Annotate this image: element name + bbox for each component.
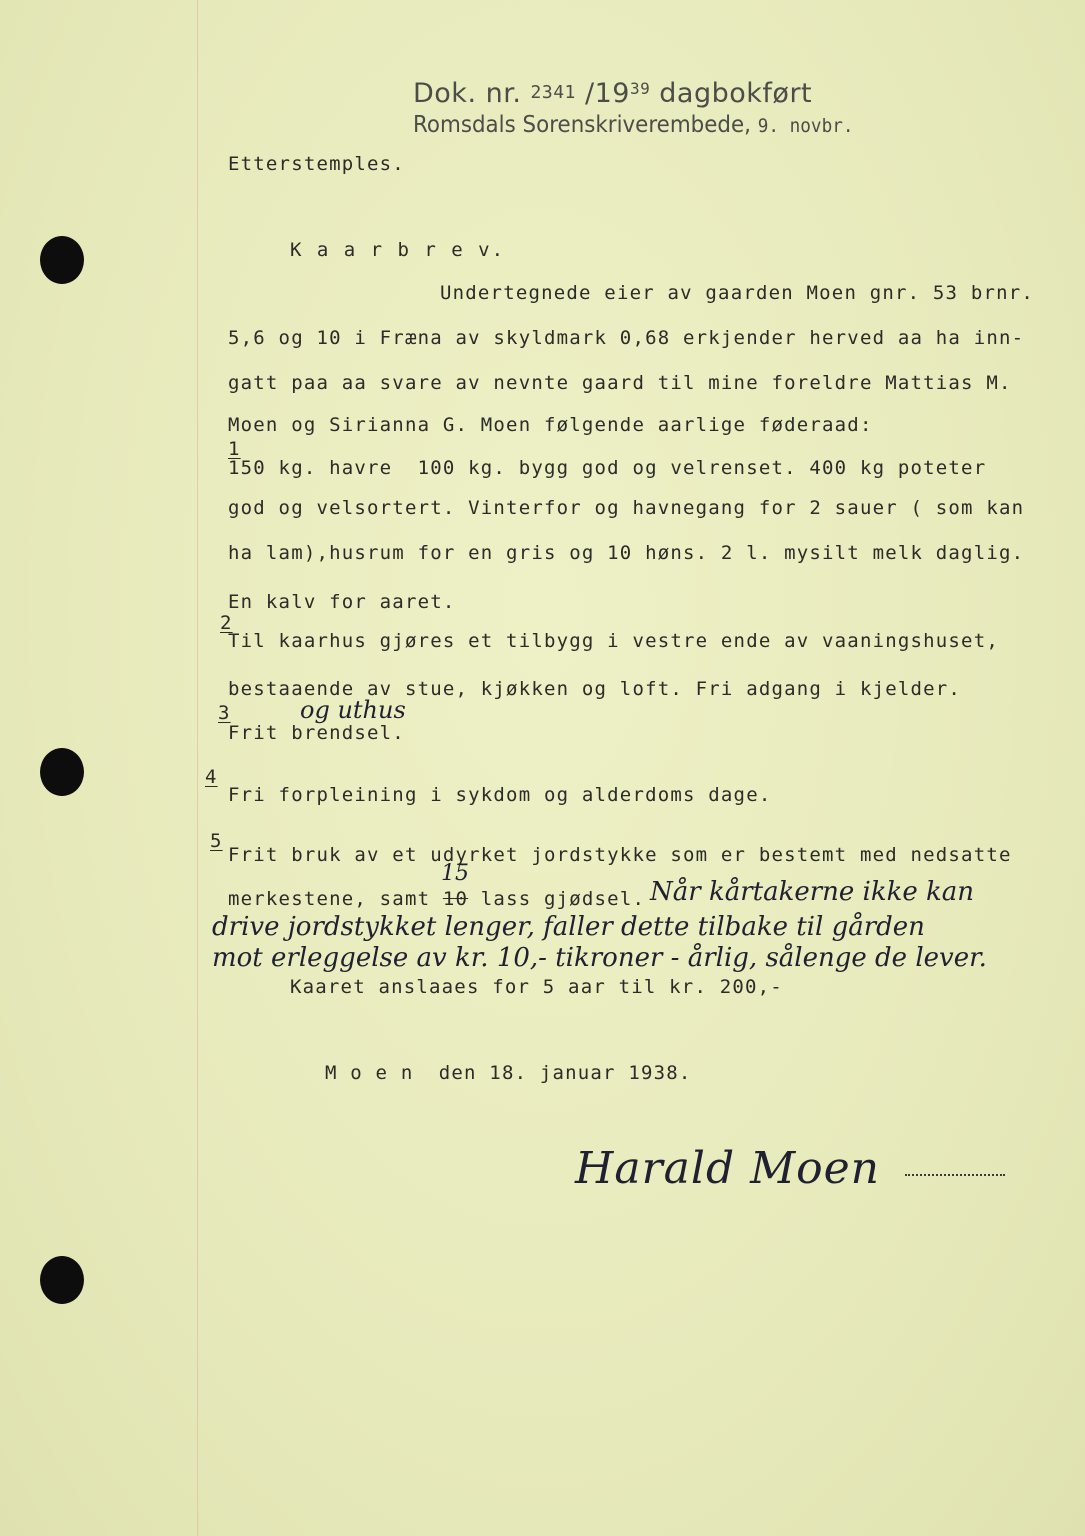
corrected-value: 15 bbox=[441, 861, 469, 886]
struck-value: 10 bbox=[442, 888, 469, 910]
margin-line bbox=[197, 0, 198, 1536]
item-line: ha lam),husrum for en gris og 10 høns. 2 l. mysilt melk daglig. bbox=[228, 542, 1025, 564]
item-number: 5 bbox=[210, 830, 223, 852]
item-line-prefix: merkestene, samt bbox=[228, 888, 431, 910]
item-line: En kalv for aaret. bbox=[228, 591, 456, 613]
item-line-suffix: lass gjødsel. bbox=[480, 888, 646, 910]
item-line bbox=[228, 887, 645, 911]
stamp-date: 9. novbr. bbox=[757, 115, 854, 137]
handwritten-line: Når kårtakerne ikke kan bbox=[650, 877, 975, 907]
item-line: god og velsortert. Vinterfor og havnegang for 2 sauer ( som kan bbox=[228, 497, 1025, 519]
item-number: 3 bbox=[218, 702, 231, 724]
document-title: K a a r b r e v. bbox=[290, 239, 506, 261]
body-line: gatt paa aa svare av nevnte gaard til mine foreldre Mattias M. bbox=[228, 372, 1012, 394]
place-date: M o e n den 18. januar 1938. bbox=[325, 1062, 692, 1084]
handwritten-line: mot erleggelse av kr. 10,- tikroner - årlig, sålenge de lever. bbox=[212, 943, 987, 973]
registration-stamp bbox=[413, 78, 812, 109]
punch-hole bbox=[40, 236, 84, 284]
stamp-year-prefix: /19 bbox=[584, 78, 630, 109]
item-number: 2 bbox=[220, 612, 233, 634]
item-line: bestaaende av stue, kjøkken og loft. Fri adgang i kjelder. bbox=[228, 678, 962, 700]
punch-hole bbox=[40, 748, 84, 796]
item-number: 1 bbox=[228, 438, 241, 460]
office-stamp bbox=[413, 112, 853, 138]
item-line: 150 kg. havre 100 kg. bygg god og velrenset. 400 kg poteter bbox=[228, 457, 987, 479]
valuation-line: Kaaret anslaaes for 5 aar til kr. 200,- bbox=[290, 976, 783, 998]
stamp-year: 39 bbox=[629, 79, 651, 98]
punch-hole bbox=[40, 1256, 84, 1304]
body-line: Moen og Sirianna G. Moen følgende aarlige føderaad: bbox=[228, 414, 873, 436]
item-line: Frit brendsel. bbox=[228, 722, 405, 744]
signature-line bbox=[905, 1174, 1005, 1176]
item-line: Fri forpleining i sykdom og alderdoms dage. bbox=[228, 784, 772, 806]
handwritten-line: drive jordstykket lenger, faller dette tilbake til gården bbox=[212, 912, 925, 942]
stamp-status: dagbokført bbox=[659, 78, 813, 109]
signature: Harald Moen bbox=[575, 1143, 881, 1194]
item-line: Frit bruk av et udyrket jordstykke som er bestemt med nedsatte bbox=[228, 844, 1012, 866]
header-note: Etterstemples. bbox=[228, 153, 405, 175]
stamp-prefix: Dok. nr. bbox=[413, 78, 522, 109]
body-line: Undertegnede eier av gaarden Moen gnr. 53 brnr. bbox=[440, 282, 1035, 304]
item-number: 4 bbox=[205, 766, 218, 788]
office-name: Romsdals Sorenskriverembede, bbox=[413, 112, 751, 138]
item-line: Til kaarhus gjøres et tilbygg i vestre ende av vaaningshuset, bbox=[228, 630, 999, 652]
body-line: 5,6 og 10 i Fræna av skyldmark 0,68 erkjender herved aa ha inn- bbox=[228, 327, 1025, 349]
doc-number: 2341 bbox=[530, 82, 576, 103]
handwritten-addition: og uthus bbox=[300, 696, 406, 724]
